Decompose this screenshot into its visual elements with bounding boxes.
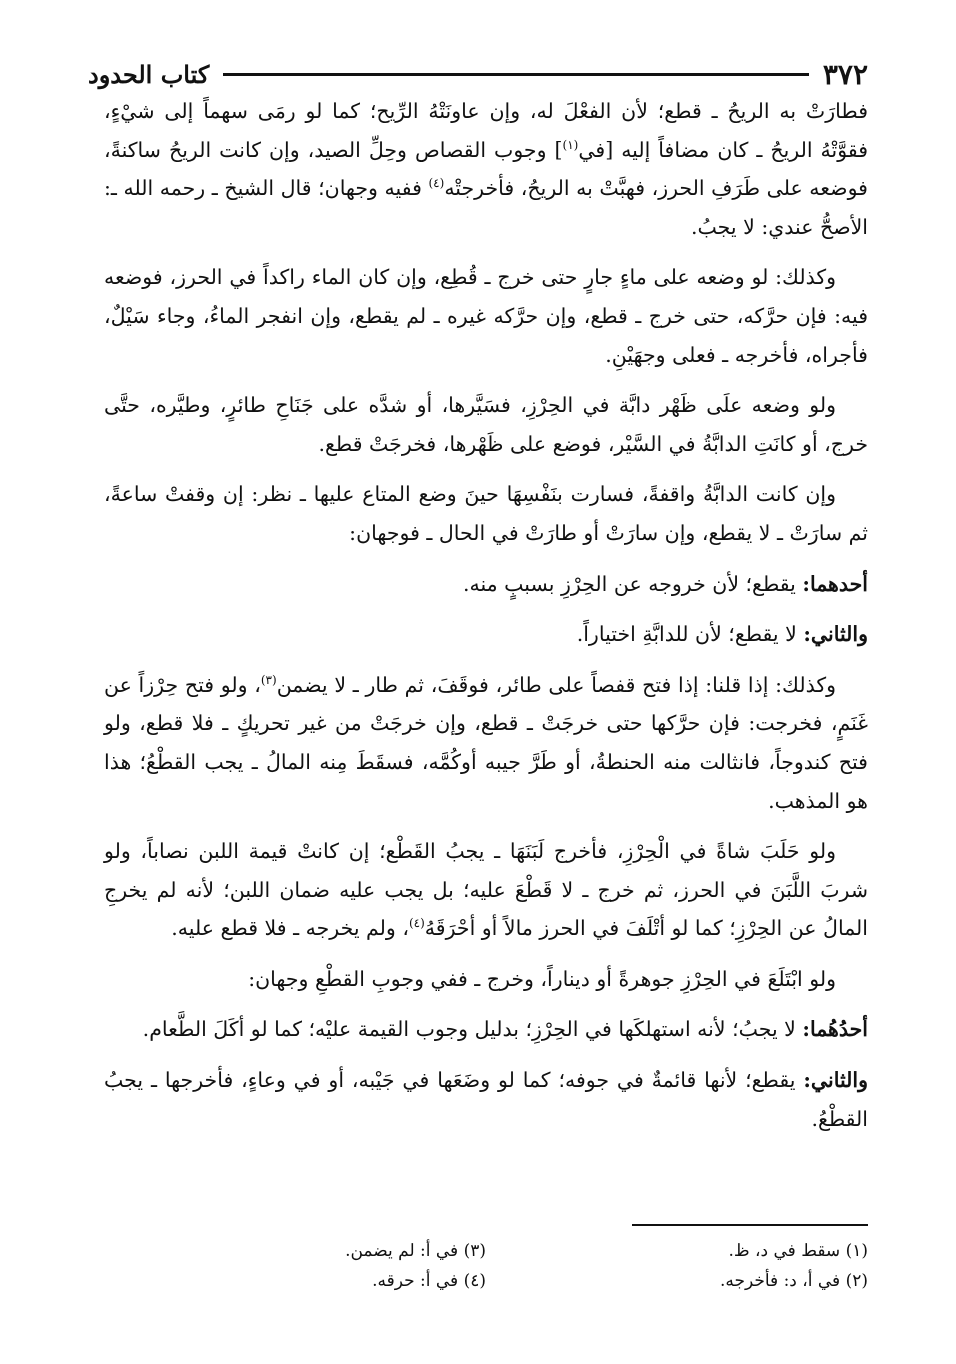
footnote: (٣) في أ: لم يضمن. xyxy=(345,1241,486,1261)
page-number: ٣٧٢ xyxy=(822,57,868,91)
footnote-divider xyxy=(632,1224,868,1226)
paragraph xyxy=(104,386,868,463)
paragraph-text: ولو حَلَبَ شاةً في الْحِرْزِ، فأخرج لَبَنَهَا ـ يجبُ القَطْع؛ إن كانتْ قيمة اللبن نصاباً، ولو شربَ اللَّبَنَ في الحرز، ثم خرج ـ لا قَطْعَ عليه؛ بل يجب عليه ضمان اللبن؛ لأنه لم يخرجِ المالُ عن الحِرْزِ؛ كما لو أتْلَفَ في الحرز مالاً أو أحْرَقَهُ xyxy=(104,839,868,941)
footnote-column xyxy=(486,1236,868,1296)
footnote-ref: (٣) xyxy=(260,672,277,687)
paragraph-lead: أحدهما: xyxy=(802,571,868,596)
header-rule xyxy=(223,73,809,76)
page-header xyxy=(88,54,868,94)
footnote-column xyxy=(104,1236,486,1296)
paragraph-text: وإن كانت الدابَّةُ واقفةً، فسارت بنَفْسِهَا حينَ وضع المتاع عليها ـ نظر: إن وقفتْ ساعةً، ثم سارَتْ ـ لا يقطع، وإن سارَتْ أو طارَتْ في الحال ـ فوجهان: xyxy=(104,482,868,545)
paragraph-text: فطارَتْ به الريحُ ـ قطع؛ لأن الفعْلَ له، وإن عاونَتْهُ الرِّيح؛ كما لو رمَى سهماً إلى شيْءٍ، فقوَّتْهُ الريحُ ـ كان مضافاً إليه [في xyxy=(104,99,868,162)
paragraph-text: يقطع؛ لأنها قائمةٌ في جوفه؛ كما لو وضَعَها في جَيْبه، أو في وعاءٍ، فأخرجها ـ يجبُ القطْعُ. xyxy=(104,1068,868,1131)
paragraph-text: ولو ابْتَلَعَ في الحِرْزِ جوهرةً أو ديناراً، وخرج ـ ففي وجوبِ القطْعِ وجهان: xyxy=(248,966,836,991)
paragraph-text: ، ولم يخرجه ـ فلا قطع عليه. xyxy=(171,916,409,941)
book-title: كتاب الحدود xyxy=(88,59,210,89)
paragraph-text: ولو وضعه علَى ظَهْر دابَّة في الحِرْزِ، فسَيَّرها، أو شدَّه على جَنَاحِ طائرٍ، وطيَّره، حتَّى خرج، أو كانَتِ الدابَّةُ في السَّيْر، فوضع على ظَهْرها، فخرجَتْ قطع. xyxy=(104,393,868,456)
paragraph xyxy=(104,1010,868,1049)
paragraph-text: ، ولو فتح حِرْزاً عن غَنَمٍ، فخرجت: فإن حرَّكها حتى خرجَتْ ـ قطع، وإن خرجَتْ من غير تحريكٍ ـ فلا قطع، ولو فتح كندوجاً، فانثالت منه الحنطةُ، أو طَرَّ جيبه أوكُمَّه، فسقَطَ مِنه المالُ ـ يجب القطْعُ؛ هذا هو المذهب. xyxy=(104,672,868,813)
footnotes xyxy=(104,1236,868,1296)
footnote-ref: (٤) xyxy=(428,176,445,191)
paragraph xyxy=(104,666,868,820)
paragraph-lead: أحدُهُما: xyxy=(802,1017,868,1042)
footnote-ref: (٤) xyxy=(408,916,425,931)
paragraph-text: ففيه وجهان؛ قال الشيخ ـ رحمه الله ـ: الأصحُّ عندي: لا يجبُ. xyxy=(104,176,868,239)
paragraph-text: وكذلك: لو وضعه على ماءٍ جارٍ حتى خرج ـ قُطِع، وإن كان الماء راكداً في الحرز، فوضعه فيه: فإن حرَّكه، حتى خرج ـ قطع، وإن حرَّكه غيره ـ لم يقطع، وإن انفجر الماءُ، وجاء سَيْلٌ، فأجراه، فأخرجه ـ فعلى وجهَيْنِ. xyxy=(104,265,868,367)
paragraph-text: وجوب القصاص وحِلِّ الصيد، وإن كانت الريحُ ساكنةً، فوضعه على طَرَفِ الحرز، فهبَّتْ به الريحُ، فأخرجتْه xyxy=(104,137,868,201)
paragraph-text: وكذلك: إذا قلنا: إذا فتح قفصاً على طائر، فوقَفَ، ثم طار ـ لا يضمن xyxy=(276,672,836,697)
paragraph xyxy=(104,565,868,604)
paragraph: فطارَتْ به الريحُ ـ قطع؛ لأن الفعْلَ له، وإن عاونَتْهُ الرِّيح؛ كما لو رمَى سهماً إلى شيْءٍ، فقوَّتْهُ الريحُ ـ كان مضافاً إليه [في$^{(١)}$] وجوب القصاص وحِلِّ الصيد، وإن كانت الريحُ ساكنةً، فوضعه على طَرَفِ الحرز، فهبَّتْ به الريحُ، فأخرجتْه$^{(٤)}$ ففيه وجهان؛ قال الشيخ ـ رحمه الله ـ: الأصحُّ عندي: لا يجبُ. xyxy=(104,99,868,239)
paragraph-lead: والثاني: xyxy=(803,1068,868,1093)
footnote-ref: (١) xyxy=(562,137,579,152)
paragraph-lead: والثاني: xyxy=(803,622,868,647)
paragraph-text: لا يجبُ؛ لأنه استهلكَها في الحِرْزِ؛ بدليل وجوب القيمة عليْه؛ كما لو أكَلَ الطَّعام. xyxy=(142,1017,796,1042)
paragraph xyxy=(104,258,868,374)
footnote: (٢) في أ، د: فأخرجه. xyxy=(719,1271,868,1291)
paragraph xyxy=(104,832,868,948)
paragraph xyxy=(104,475,868,552)
paragraph xyxy=(104,615,868,654)
main-text xyxy=(104,92,868,1150)
paragraph xyxy=(104,1061,868,1138)
paragraph xyxy=(104,960,868,999)
paragraph-text: لا يقطع؛ لأن للدابَّةِ اختياراً. xyxy=(576,622,797,647)
footnote: (٤) في أ: حرقه. xyxy=(372,1271,486,1291)
paragraph-text: يقطع؛ لأن خروجه عن الحِرْزِ بسببٍ منه. xyxy=(462,571,796,596)
footnote: (١) سقط في د، ظ. xyxy=(728,1241,868,1261)
